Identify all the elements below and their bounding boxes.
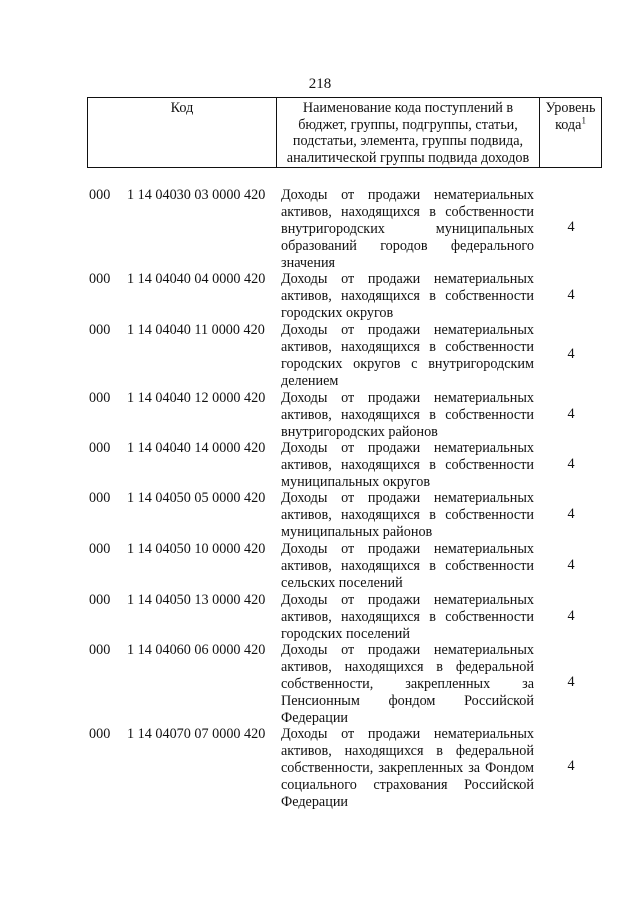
row-level: 4 bbox=[567, 456, 575, 472]
row-level: 4 bbox=[567, 506, 575, 522]
header-level-footnote: 1 bbox=[581, 114, 586, 125]
table-header bbox=[87, 97, 602, 168]
row-prefix: 000 bbox=[89, 440, 111, 456]
row-prefix: 000 bbox=[89, 726, 111, 742]
header-level bbox=[540, 98, 601, 167]
row-level: 4 bbox=[567, 557, 575, 573]
row-code: 1 14 04060 06 0000 420 bbox=[127, 642, 266, 658]
row-prefix: 000 bbox=[89, 642, 111, 658]
header-level-label: Уровень кода bbox=[545, 100, 596, 133]
row-prefix: 000 bbox=[89, 390, 111, 406]
row-level: 4 bbox=[567, 219, 575, 235]
row-description: Доходы от продажи нематериальных активов, находящихся в собственности городских округов с внутригородским делением bbox=[281, 322, 534, 389]
row-code: 1 14 04030 03 0000 420 bbox=[127, 187, 266, 203]
row-description: Доходы от продажи нематериальных активов, находящихся в собственности внутригородских муниципальных образований городов федерального значения bbox=[281, 187, 534, 271]
row-prefix: 000 bbox=[89, 187, 111, 203]
row-code: 1 14 04070 07 0000 420 bbox=[127, 726, 266, 742]
row-description: Доходы от продажи нематериальных активов, находящихся в собственности муниципальных районов bbox=[281, 490, 534, 540]
row-prefix: 000 bbox=[89, 490, 111, 506]
row-description: Доходы от продажи нематериальных активов, находящихся в собственности городских округов bbox=[281, 271, 534, 321]
row-code: 1 14 04050 13 0000 420 bbox=[127, 592, 266, 608]
row-code: 1 14 04040 11 0000 420 bbox=[127, 322, 265, 338]
row-description: Доходы от продажи нематериальных активов, находящихся в собственности внутригородских районов bbox=[281, 390, 534, 440]
row-prefix: 000 bbox=[89, 271, 111, 287]
row-code: 1 14 04040 12 0000 420 bbox=[127, 390, 266, 406]
page-number: 218 bbox=[308, 76, 332, 92]
header-code: Код bbox=[88, 98, 277, 167]
row-description: Доходы от продажи нематериальных активов, находящихся в федеральной собственности, закрепленных за Фондом социального страхования Российской Федерации bbox=[281, 726, 534, 810]
row-prefix: 000 bbox=[89, 592, 111, 608]
row-level: 4 bbox=[567, 287, 575, 303]
row-level: 4 bbox=[567, 406, 575, 422]
header-name: Наименование кода поступлений в бюджет, группы, подгруппы, статьи, подстатьи, элемента, группы подвида, аналитической группы подвида доходов bbox=[277, 98, 540, 167]
row-code: 1 14 04040 14 0000 420 bbox=[127, 440, 266, 456]
row-level: 4 bbox=[567, 346, 575, 362]
row-description: Доходы от продажи нематериальных активов, находящихся в собственности сельских поселений bbox=[281, 541, 534, 591]
row-description: Доходы от продажи нематериальных активов, находящихся в федеральной собственности, закрепленных за Пенсионным фондом Российской Федерации bbox=[281, 642, 534, 726]
row-prefix: 000 bbox=[89, 322, 111, 338]
row-level: 4 bbox=[567, 608, 575, 624]
row-level: 4 bbox=[567, 674, 575, 690]
row-code: 1 14 04050 05 0000 420 bbox=[127, 490, 266, 506]
row-code: 1 14 04040 04 0000 420 bbox=[127, 271, 266, 287]
row-prefix: 000 bbox=[89, 541, 111, 557]
row-level: 4 bbox=[567, 758, 575, 774]
row-description: Доходы от продажи нематериальных активов, находящихся в собственности муниципальных округов bbox=[281, 440, 534, 490]
row-code: 1 14 04050 10 0000 420 bbox=[127, 541, 266, 557]
row-description: Доходы от продажи нематериальных активов, находящихся в собственности городских поселений bbox=[281, 592, 534, 642]
